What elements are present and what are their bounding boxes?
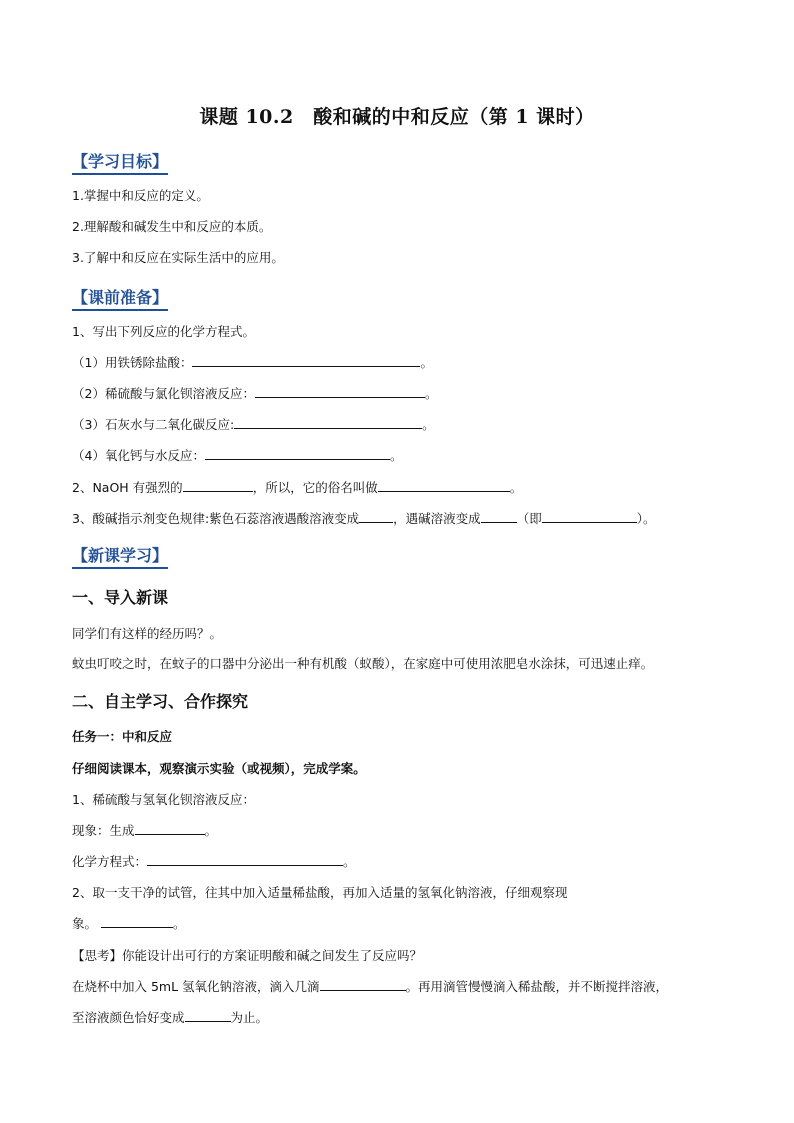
answer-blank[interactable] [320,978,406,991]
phenomenon-end: 。 [204,823,218,838]
experiment-2-text-b: 象。 [72,916,98,931]
answer-blank[interactable] [234,416,422,429]
experiment-1: 1、稀硫酸与氢氧化钡溶液反应： [72,792,255,807]
prep-q3-text-b: ，遇碱溶液变成 [393,511,481,526]
task-1-heading: 任务一：中和反应 [72,729,173,744]
task-1-instruction: 仔细阅读课本，观察演示实验（或视频），完成学案。 [72,761,366,776]
answer-blank[interactable] [359,510,393,523]
prep-question-1: 1、写出下列反应的化学方程式。 [72,324,255,339]
section-prep-heading: 【课前准备】 [72,285,168,311]
experiment-2-cont [72,914,186,932]
prep-item-4-end: 。 [389,448,403,463]
answer-blank[interactable] [205,447,390,460]
equation-line [72,852,356,870]
prep-question-2 [72,478,522,496]
prep-item-4 [72,446,402,464]
section-goals-heading: 【学习目标】 [72,149,168,175]
prep-q2-text-c: 。 [509,480,523,495]
equation-label: 化学方程式： [72,854,148,869]
page-title: 课题 10.2 酸和碱的中和反应（第 1 课时） [199,106,595,128]
prep-item-1-label: （1）用铁锈除盐酸： [72,355,193,370]
section-newlesson-heading: 【新课学习】 [72,543,168,569]
experiment-2-text-c: 。 [173,916,186,931]
beaker-text-b: 。再用滴管慢慢滴入稀盐酸，并不断搅拌溶液， [405,979,669,994]
beaker-text-a: 在烧杯中加入 5mL 氢氧化钠溶液，滴入几滴 [72,979,320,994]
goal-3: 3.了解中和反应在实际生活中的应用。 [72,250,284,265]
answer-blank[interactable] [135,822,205,835]
phenomenon-label: 现象：生成 [72,823,135,838]
think-question: 【思考】你能设计出可行的方案证明酸和碱之间发生了反应吗？ [72,948,423,963]
prep-item-1 [72,353,433,371]
prep-item-2-end: 。 [424,386,438,401]
beaker-text-c: 至溶液颜色恰好变成 [72,1010,185,1025]
answer-blank[interactable] [481,510,517,523]
answer-blank[interactable] [192,354,420,367]
prep-item-3-label: （3）石灰水与二氧化碳反应: [72,417,235,432]
answer-blank[interactable] [147,853,343,866]
prep-q2-text-a: 2、NaOH 有强烈的 [72,480,183,495]
goal-1: 1.掌握中和反应的定义。 [72,188,209,203]
beaker-line-1 [72,977,668,995]
part1-heading: 一、导入新课 [72,588,169,607]
answer-blank[interactable] [378,479,510,492]
prep-item-4-label: （4）氧化钙与水反应： [72,448,205,463]
part1-line-2: 蚊虫叮咬之时，在蚊子的口器中分泌出一种有机酸（蚁酸），在家庭中可使用浓肥皂水涂抹，可迅速止痒。 [72,656,654,671]
prep-q3-text-d: ）。 [636,511,656,526]
prep-item-2-label: （2）稀硫酸与氯化钡溶液反应： [72,386,255,401]
equation-end: 。 [343,854,356,869]
prep-item-3-end: 。 [422,417,435,432]
prep-q3-text-a: 3、酸碱指示剂变色规律:紫色石蕊溶液遇酸溶液变成 [72,511,360,526]
answer-blank[interactable] [255,385,425,398]
part2-heading: 二、自主学习、合作探究 [72,692,249,711]
beaker-text-d: 为止。 [230,1010,269,1025]
prep-q3-text-c: （即 [516,511,542,526]
experiment-2: 2、取一支干净的试管，往其中加入适量稀盐酸，再加入适量的氢氧化钠溶液，仔细观察现 [72,885,568,900]
goal-2: 2.理解酸和碱发生中和反应的本质。 [72,219,272,234]
phenomenon-line [72,821,217,839]
prep-item-1-end: 。 [420,355,433,370]
prep-item-3 [72,415,435,433]
prep-item-2 [72,384,437,402]
prep-q2-text-b: ，所以，它的俗名叫做 [252,480,378,495]
answer-blank[interactable] [542,510,637,523]
beaker-line-2 [72,1008,268,1026]
answer-blank[interactable] [101,915,173,928]
answer-blank[interactable] [185,1009,231,1022]
part1-line-1: 同学们有这样的经历吗？。 [72,626,223,641]
prep-question-3 [72,509,655,527]
answer-blank[interactable] [183,479,253,492]
